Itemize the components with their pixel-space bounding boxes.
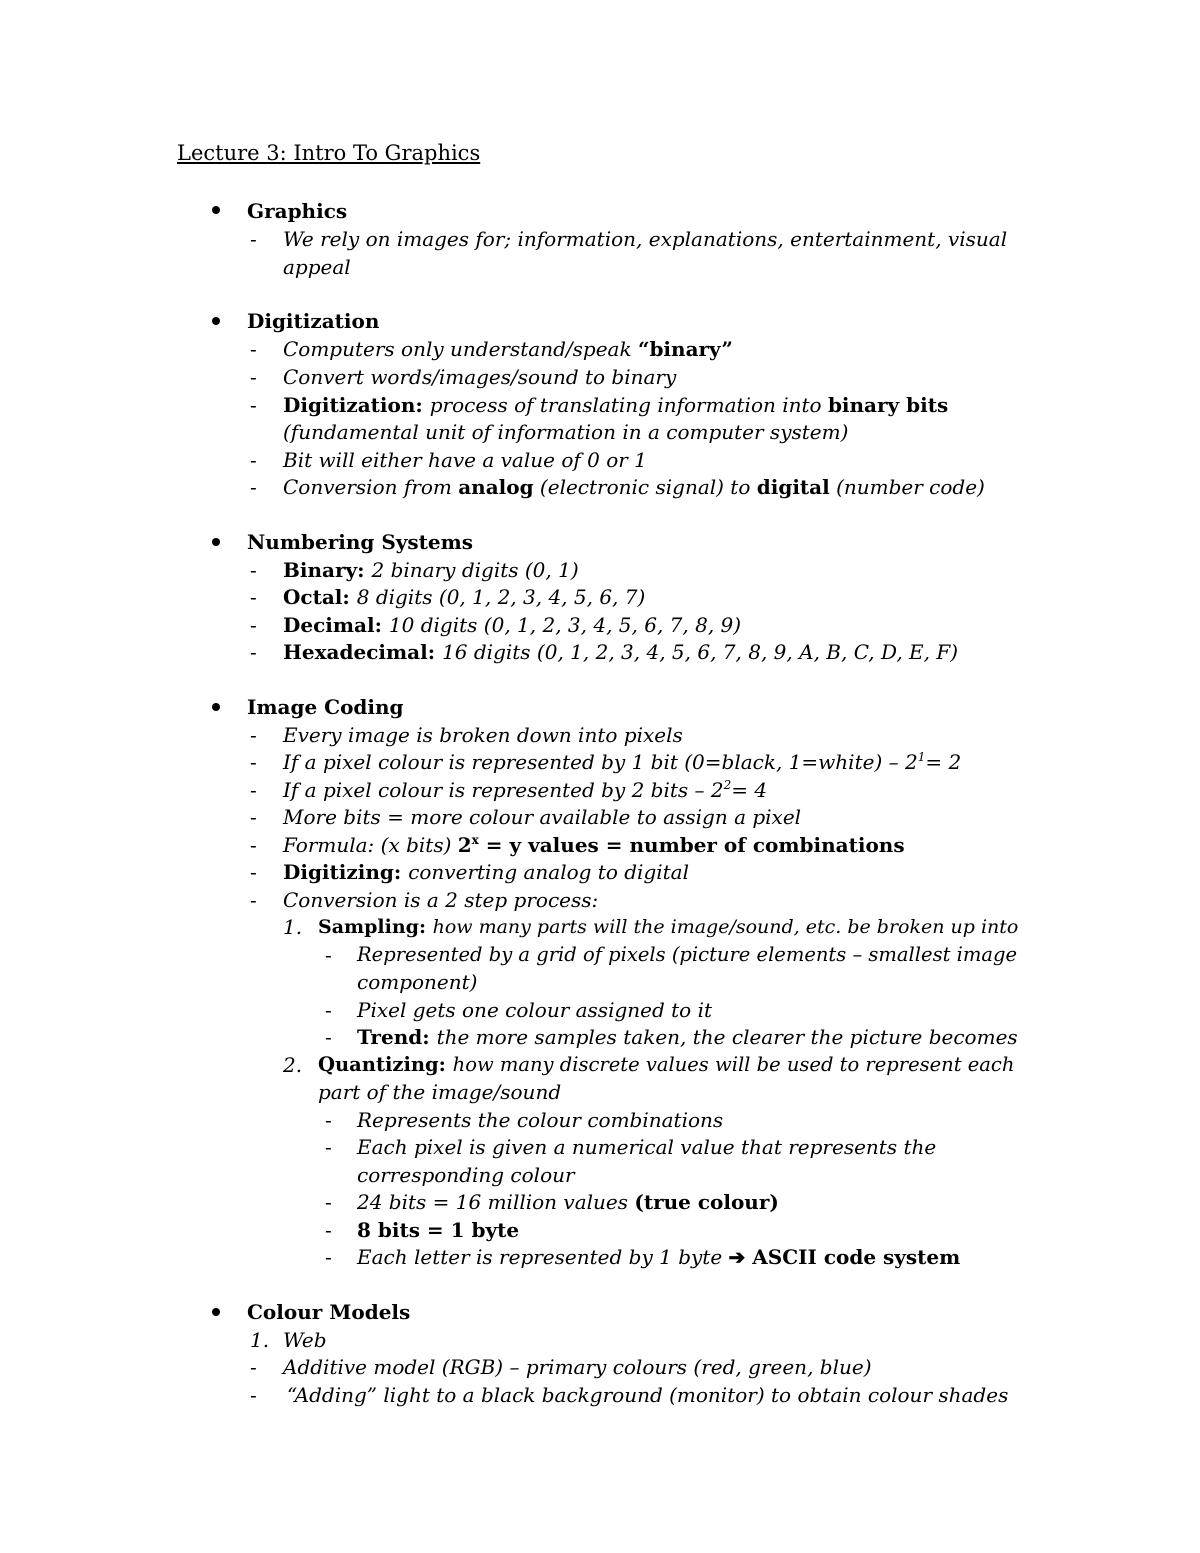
item-text: part of the image/sound xyxy=(318,1080,562,1104)
item-text: Pixel gets one colour assigned to it xyxy=(357,998,713,1022)
bullet-icon xyxy=(212,206,220,214)
arrow-right-icon: ➔ xyxy=(728,1245,746,1269)
dash-marker: - xyxy=(325,1108,332,1132)
bullet-icon xyxy=(212,1308,220,1316)
item-bold: 8 bits = 1 byte xyxy=(357,1218,520,1242)
item-text: Convert words/images/sound to binary xyxy=(283,365,677,389)
dash-marker: - xyxy=(325,1245,332,1269)
dash-marker: - xyxy=(250,750,257,774)
dash-marker: - xyxy=(325,998,332,1022)
item-text: = 4 xyxy=(731,778,768,802)
item-text: We rely on images for; information, explanations, entertainment, visual xyxy=(283,227,1008,251)
numbered-item-continuation xyxy=(318,1078,561,1106)
list-item xyxy=(283,446,647,474)
item-text: Represented by a grid of pixels (picture elements – smallest image xyxy=(357,943,1017,966)
list-item xyxy=(283,1353,872,1381)
item-text: More bits = more colour available to assign a pixel xyxy=(283,805,802,829)
dash-marker: - xyxy=(250,1355,257,1379)
list-item xyxy=(283,858,689,886)
item-text: component) xyxy=(357,970,478,994)
list-item xyxy=(283,225,1007,253)
section-heading-colour-models: Colour Models xyxy=(247,1300,411,1324)
item-text: Bit will either have a value of 0 or 1 xyxy=(283,448,647,472)
item-text: appeal xyxy=(283,255,351,279)
list-item-continuation xyxy=(283,253,351,281)
item-bold: binary bits xyxy=(827,393,949,417)
item-text: Conversion from xyxy=(283,475,459,499)
dash-marker: - xyxy=(250,337,257,361)
item-text: converting analog to digital xyxy=(408,860,689,884)
item-text: 2 binary digits (0, 1) xyxy=(371,558,579,582)
item-bold: Hexadecimal: xyxy=(283,640,443,664)
list-item xyxy=(283,473,985,501)
dash-marker: - xyxy=(250,365,257,389)
list-item xyxy=(283,776,767,804)
item-bold: 2 xyxy=(457,833,472,857)
list-item-continuation xyxy=(357,1161,575,1189)
superscript: 1 xyxy=(917,750,926,764)
list-item xyxy=(357,1216,519,1244)
numbered-item xyxy=(318,1051,1014,1079)
item-text: = 2 xyxy=(925,750,962,774)
dash-marker: - xyxy=(250,558,257,582)
dash-marker: - xyxy=(250,805,257,829)
item-text: 24 bits = 16 million values xyxy=(357,1190,635,1214)
dash-marker: - xyxy=(250,723,257,747)
item-text: Each pixel is given a numerical value that represents the xyxy=(357,1135,937,1159)
list-item xyxy=(357,941,1017,969)
dash-marker: - xyxy=(250,833,257,857)
item-text: how many discrete values will be used to represent each xyxy=(452,1053,1015,1076)
item-text: Additive model (RGB) – primary colours (red, green, blue) xyxy=(283,1355,872,1379)
item-bold: Octal: xyxy=(283,585,357,609)
list-number: 2. xyxy=(283,1053,303,1077)
bullet-icon xyxy=(212,317,220,325)
bullet-icon xyxy=(212,538,220,546)
item-text: corresponding colour xyxy=(357,1163,575,1187)
dash-marker: - xyxy=(325,1190,332,1214)
item-text: 10 digits (0, 1, 2, 3, 4, 5, 6, 7, 8, 9) xyxy=(388,613,742,637)
item-text: Each letter is represented by 1 byte xyxy=(357,1245,729,1269)
list-number: 1. xyxy=(250,1328,270,1352)
dash-marker: - xyxy=(250,640,257,664)
item-text: process of translating information into xyxy=(429,393,828,417)
item-text: the more samples taken, the clearer the picture becomes xyxy=(436,1025,1018,1049)
item-text: how many parts will the image/sound, etc. be broken up into xyxy=(432,916,1019,938)
list-item xyxy=(283,803,801,831)
item-bold: Binary: xyxy=(283,558,372,582)
list-item xyxy=(357,1188,779,1216)
list-item xyxy=(283,748,961,776)
item-text: (number code) xyxy=(829,475,985,499)
item-text: “Adding” light to a black background (monitor) to obtain colour shades xyxy=(287,1383,1009,1407)
section-heading-digitization: Digitization xyxy=(247,309,380,333)
numbered-item xyxy=(318,913,1018,941)
numbered-item xyxy=(283,1326,327,1354)
dash-marker: - xyxy=(250,475,257,499)
dash-marker: - xyxy=(250,448,257,472)
list-item xyxy=(283,611,741,639)
item-bold: analog xyxy=(458,475,534,499)
item-text: Computers only understand/speak xyxy=(283,337,638,361)
section-heading-numbering: Numbering Systems xyxy=(247,530,474,554)
section-heading-graphics: Graphics xyxy=(247,199,348,223)
item-text: If a pixel colour is represented by 2 bits – 2 xyxy=(283,778,724,802)
list-item xyxy=(283,391,948,419)
dash-marker: - xyxy=(325,943,332,967)
dash-marker: - xyxy=(250,888,257,912)
list-item xyxy=(357,1023,1018,1051)
dash-marker: - xyxy=(325,1218,332,1242)
list-item xyxy=(283,638,958,666)
section-heading-image-coding: Image Coding xyxy=(247,695,404,719)
bullet-icon xyxy=(212,703,220,711)
item-bold: Digitization: xyxy=(283,393,430,417)
list-item xyxy=(357,1106,723,1134)
list-item xyxy=(283,583,645,611)
item-text: Conversion is a 2 step process: xyxy=(283,888,599,912)
list-item xyxy=(357,996,712,1024)
dash-marker: - xyxy=(325,1025,332,1049)
item-bold: ASCII code system xyxy=(745,1245,961,1269)
list-item xyxy=(357,1243,960,1271)
item-bold: Decimal: xyxy=(283,613,389,637)
item-text: Web xyxy=(283,1328,327,1352)
list-item-continuation xyxy=(283,418,848,446)
item-bold: Quantizing: xyxy=(318,1053,453,1076)
list-item xyxy=(283,556,579,584)
list-item xyxy=(283,886,598,914)
dash-marker: - xyxy=(325,1135,332,1159)
item-text: (fundamental unit of information in a computer system) xyxy=(283,420,849,444)
item-bold: Trend: xyxy=(357,1025,437,1049)
item-text: Represents the colour combinations xyxy=(357,1108,724,1132)
list-item xyxy=(283,831,905,859)
list-item-continuation xyxy=(357,968,478,996)
item-text: (electronic signal) to xyxy=(533,475,757,499)
item-text: 16 digits (0, 1, 2, 3, 4, 5, 6, 7, 8, 9, A, B, C, D, E, F) xyxy=(442,640,959,664)
item-bold: Digitizing: xyxy=(283,860,409,884)
list-item xyxy=(283,335,733,363)
superscript: 2 xyxy=(723,778,732,792)
list-item xyxy=(283,721,683,749)
list-item xyxy=(283,363,676,391)
list-item xyxy=(287,1381,1008,1409)
item-text: If a pixel colour is represented by 1 bit (0=black, 1=white) – 2 xyxy=(283,750,918,774)
item-text: Formula: (x bits) xyxy=(283,833,458,857)
dash-marker: - xyxy=(250,393,257,417)
dash-marker: - xyxy=(250,778,257,802)
dash-marker: - xyxy=(250,585,257,609)
item-bold: Sampling: xyxy=(318,916,433,938)
dash-marker: - xyxy=(250,613,257,637)
dash-marker: - xyxy=(250,860,257,884)
item-text: 8 digits (0, 1, 2, 3, 4, 5, 6, 7) xyxy=(356,585,646,609)
item-bold: (true colour) xyxy=(634,1190,779,1214)
item-text: Every image is broken down into pixels xyxy=(283,723,683,747)
list-item xyxy=(357,1133,936,1161)
dash-marker: - xyxy=(250,1383,257,1407)
item-bold: digital xyxy=(756,475,830,499)
page-title: Lecture 3: Intro To Graphics xyxy=(177,141,481,165)
list-number: 1. xyxy=(283,915,303,939)
superscript: x xyxy=(471,833,479,847)
item-bold: = y values = number of combinations xyxy=(478,833,905,857)
dash-marker: - xyxy=(250,227,257,251)
item-bold: “binary” xyxy=(637,337,733,361)
